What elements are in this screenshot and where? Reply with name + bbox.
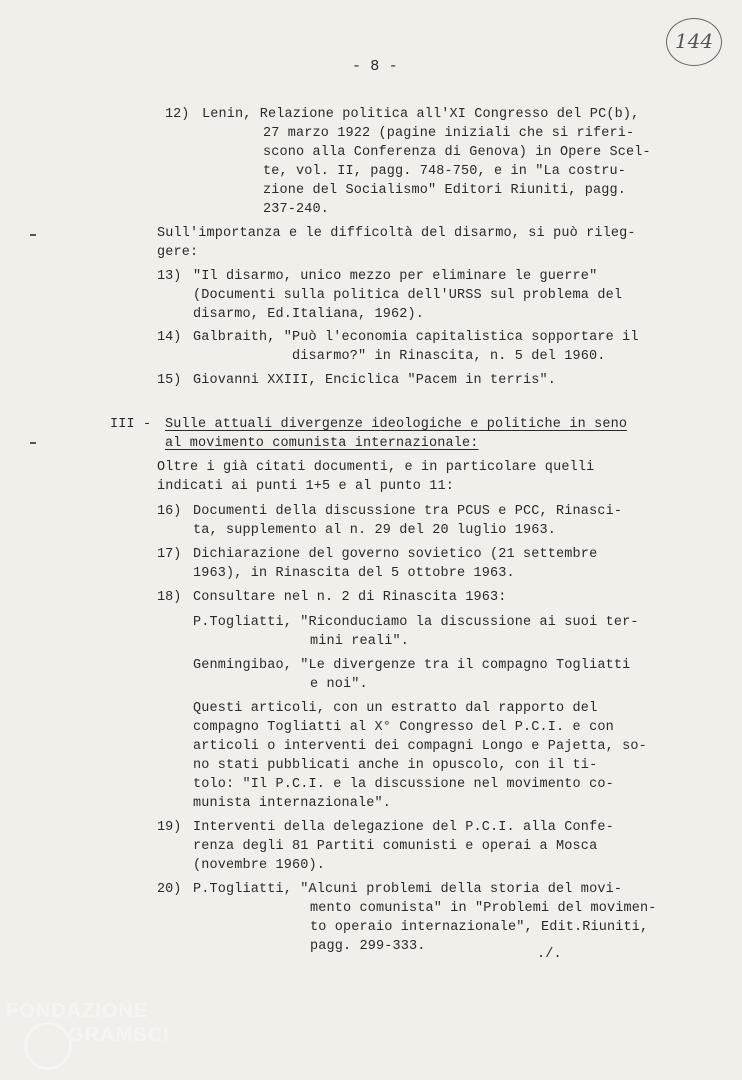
intro-disarmo-line: gere: (157, 245, 199, 260)
item-19-line: (novembre 1960). (193, 858, 326, 873)
item-12-line: 237-240. (263, 202, 330, 217)
item-12-line: zione del Socialismo" Editori Riuniti, pagg. (263, 183, 627, 198)
page-number: - 8 - (352, 58, 398, 75)
item-20-line: pagg. 299-333. (310, 939, 426, 954)
archive-stamp: 144 (666, 18, 722, 66)
archive-watermark (6, 996, 186, 1076)
item-12-line: te, vol. II, pagg. 748-750, e in "La costru- (263, 164, 627, 179)
continuation-mark: ./. (537, 947, 562, 962)
item-17-number: 17) (157, 547, 182, 562)
item-16-line: ta, supplemento al n. 29 del 20 luglio 1963. (193, 523, 557, 538)
item-18-line: Consultare nel n. 2 di Rinascita 1963: (193, 590, 507, 605)
section-3-intro: indicati ai punti 1+5 e al punto 11: (157, 479, 455, 494)
section-3-label: III - (110, 417, 152, 432)
watermark-logo-icon (24, 1022, 72, 1070)
item-17-line: Dichiarazione del governo sovietico (21 settembre (193, 547, 598, 562)
item-13-number: 13) (157, 269, 182, 284)
item-18-para-line: Questi articoli, con un estratto dal rapporto del (193, 701, 598, 716)
intro-disarmo-line: Sull'importanza e le difficoltà del disarmo, si può rileg- (157, 226, 636, 241)
item-19-number: 19) (157, 820, 182, 835)
item-18-sub1-line: mini reali". (310, 634, 410, 649)
item-20-line: to operaio internazionale", Edit.Riuniti, (310, 920, 649, 935)
item-18-para-line: tolo: "Il P.C.I. e la discussione nel movimento co- (193, 777, 614, 792)
item-18-sub2-line: Genmingibao, "Le divergenze tra il compagno Togliatti (193, 658, 631, 673)
item-14-line: disarmo?" in Rinascita, n. 5 del 1960. (292, 349, 606, 364)
item-15-line: Giovanni XXIII, Enciclica "Pacem in terris". (193, 373, 557, 388)
item-20-line: mento comunista" in "Problemi del movimen- (310, 901, 657, 916)
item-12-line: 27 marzo 1922 (pagine iniziali che si riferi- (263, 126, 635, 141)
item-15-number: 15) (157, 373, 182, 388)
item-12-line: scono alla Conferenza di Genova) in Opere Scel- (263, 145, 651, 160)
item-18-para-line: articoli o interventi dei compagni Longo e Pajetta, so- (193, 739, 647, 754)
margin-mark (30, 234, 36, 236)
item-14-line: Galbraith, "Può l'economia capitalistica sopportare il (193, 330, 639, 345)
item-18-para-line: munista internazionale". (193, 796, 392, 811)
item-13-line: "Il disarmo, unico mezzo per eliminare le guerre" (193, 269, 598, 284)
item-13-line: (Documenti sulla politica dell'URSS sul problema del (193, 288, 623, 303)
item-16-number: 16) (157, 504, 182, 519)
item-19-line: renza degli 81 Partiti comunisti e operai a Mosca (193, 839, 598, 854)
section-3-title: Sulle attuali divergenze ideologiche e politiche in seno (165, 417, 628, 432)
item-12-number: 12) (165, 107, 190, 122)
item-18-para-line: no stati pubblicati anche in opuscolo, con il ti- (193, 758, 598, 773)
item-18-sub1-line: P.Togliatti, "Riconduciamo la discussione ai suoi ter- (193, 615, 639, 630)
item-12-line: Lenin, Relazione politica all'XI Congresso del PC(b), (202, 107, 640, 122)
watermark-line: FONDAZIONE (6, 1000, 149, 1022)
item-18-sub2-line: e noi". (310, 677, 368, 692)
watermark-line: GRAMSCI (68, 1024, 170, 1046)
margin-mark (30, 442, 36, 444)
item-18-number: 18) (157, 590, 182, 605)
section-3-title: al movimento comunista internazionale: (165, 436, 479, 451)
item-17-line: 1963), in Rinascita del 5 ottobre 1963. (193, 566, 515, 581)
item-20-number: 20) (157, 882, 182, 897)
item-14-number: 14) (157, 330, 182, 345)
item-19-line: Interventi della delegazione del P.C.I. alla Confe- (193, 820, 614, 835)
item-18-para-line: compagno Togliatti al X° Congresso del P.C.I. e con (193, 720, 614, 735)
item-16-line: Documenti della discussione tra PCUS e PCC, Rinasci- (193, 504, 623, 519)
section-3-intro: Oltre i già citati documenti, e in particolare quelli (157, 460, 595, 475)
item-13-line: disarmo, Ed.Italiana, 1962). (193, 307, 425, 322)
item-20-line: P.Togliatti, "Alcuni problemi della storia del movi- (193, 882, 623, 897)
